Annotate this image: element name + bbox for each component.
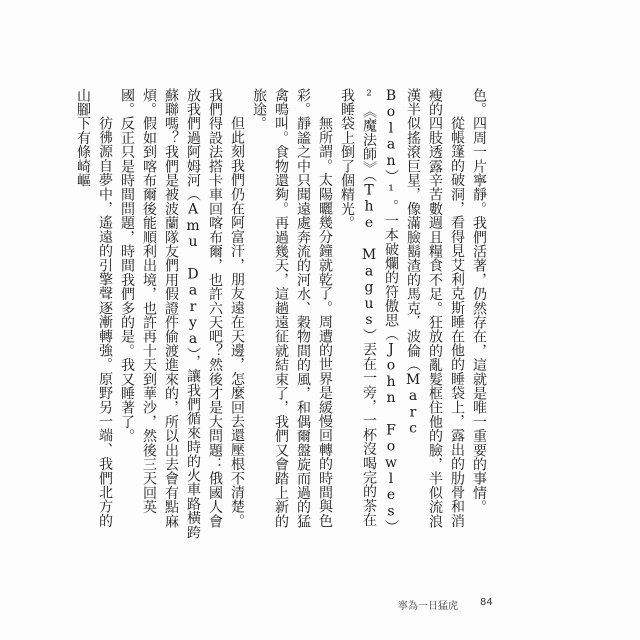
paragraph-5: 彷彿源自夢中，遙遠的引擎聲逐漸轉強。原野另一端、我們北方的山腳下有條崎嶇 — [75, 88, 113, 528]
paragraph-2: 從帳篷的破洞，看得見艾利克斯睡在他的睡袋上，露出的肋骨和消瘦的四肢透露辛苦數週且糧食不足。狂放的亂髮框住他的臉，半似流浪漢半似搖滾巨星，像滿臉鬍渣的馬克．波倫（Marc Bolan）¹。一本破爛的符傲思（John Fowles）²《魔法師》（The Magus）丟在一旁，一杯沒喝完的茶在我睡袋上倒了個精光。 — [339, 88, 465, 534]
running-title: 寧為一日猛虎 — [398, 601, 458, 612]
page-number: 84 — [480, 597, 493, 608]
page-footer — [0, 597, 640, 611]
vertical-text-body — [75, 88, 490, 540]
paragraph-1: 色。四周一片寧靜。我們活著，仍然存在，這就是唯一重要的事情。 — [471, 88, 487, 514]
paragraph-4: 但此刻我們仍在阿富汗，朋友遠在天邊，怎麼回去還壓根不清楚。我們得設法搭卡車回喀布爾，也許六天吧？然後才是大問題：俄國人會放我們過阿姆河（Amu Darya），讓我們循來時的火車路橫跨蘇聯嗎？我們是被波蘭隊友們用假證件偷渡進來的，所以出去會有點麻煩。假如到喀布爾後能順利出境，也許再十天到華沙，然後三天回英國。反正只是時間問題，時間我們多的是。我又睡著了。 — [119, 88, 245, 540]
paragraph-3: 無所謂。太陽曬幾分鐘就乾了。周遭的世界是緩慢回轉的時間與色彩。靜謐之中只聞遠處奔流的河水、穀物間的風，和偶爾盤旋而過的猛禽鳴叫。食物還夠。再過幾天，這趟遠征就結束了，我們又會踏上新的旅途。 — [251, 88, 333, 529]
